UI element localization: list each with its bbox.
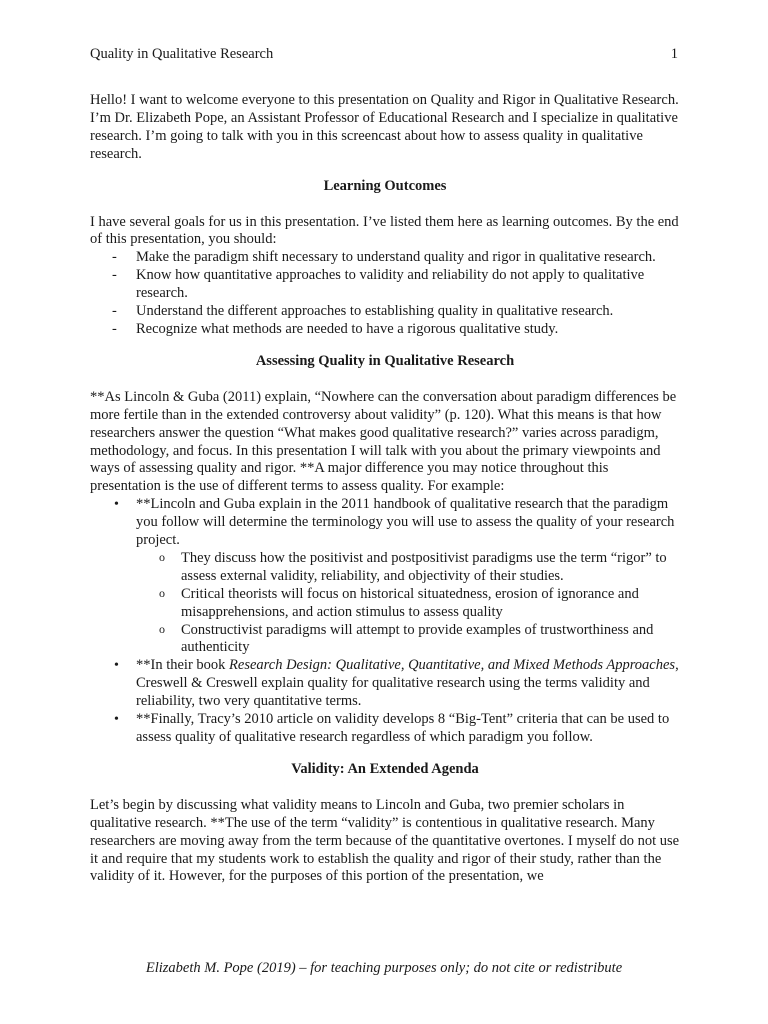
learning-outcomes-heading: Learning Outcomes: [323, 177, 447, 194]
list-item: [90, 657, 680, 711]
list-item: [90, 496, 680, 657]
list-item: - Understand the different approaches to establishing quality in qualitative research.: [90, 303, 680, 321]
list-item: - Know how quantitative approaches to validity and reliability do not apply to qualitative research.: [90, 267, 680, 303]
book-title: Research Design: Qualitative, Quantitative, and Mixed Methods Approaches: [229, 657, 676, 674]
page-header: [90, 46, 678, 66]
sub-list-item: o They discuss how the positivist and postpositivist paradigms use the term “rigor” to assess external validity, reliability, and objectivity of their studies.: [136, 550, 680, 586]
list-item: • **Finally, Tracy’s 2010 article on validity develops 8 “Big-Tent” criteria that can be used to assess quality of qualitative research regardless of which paradigm you follow.: [90, 711, 680, 747]
page-number: 1: [670, 46, 678, 62]
validity-heading: Validity: An Extended Agenda: [291, 760, 479, 777]
learning-outcomes-list: [90, 249, 680, 339]
list-item: - Make the paradigm shift necessary to understand quality and rigor in qualitative research.: [90, 249, 680, 267]
sub-list-item: o Critical theorists will focus on historical situatedness, erosion of ignorance and misapprehensions, and action stimulus to assess quality: [136, 586, 680, 622]
bullet-text-rest: , Creswell & Creswell explain quality for qualitative research using the terms validity and reliability, two very quantitative terms.: [136, 657, 679, 710]
running-title: Quality in Qualitative Research: [90, 46, 274, 62]
sub-list-item: o Constructivist paradigms will attempt to provide examples of trustworthiness and authenticity: [136, 622, 680, 658]
assessing-quality-heading: Assessing Quality in Qualitative Research: [255, 352, 515, 369]
validity-paragraph: Let’s begin by discussing what validity means to Lincoln and Guba, two premier scholars in qualitative research. **The use of the term “validity” is contentious in qualitative research. Many researchers are moving away from the term because of the quantitative overtones. I myself do not use it and require that my students work to establish the quality and rigor of their study, rather than the validity of it. However, for the purposes of this portion of the presentation, we: [90, 796, 680, 885]
assessing-paragraph: **As Lincoln & Guba (2011) explain, “Nowhere can the conversation about paradigm differences be more fertile than in the extended controversy about validity” (p. 120). What this means is that how researchers answer the question “What makes good qualitative research?” varies across paradigm, methodology, and focus. In this presentation I will talk with you about the primary viewpoints and ways of assessing quality and rigor. **A major difference you may notice throughout this presentation is the use of different terms to assess quality. For example:: [90, 388, 677, 495]
bullet-text-prefix: **In their book: [136, 657, 230, 674]
intro-paragraph: Hello! I want to welcome everyone to this presentation on Quality and Rigor in Qualitative Research. I’m Dr. Elizabeth Pope, an Assistant Professor of Educational Research and I specialize in qualitative research. I’m going to talk with you in this screencast about how to assess quality in qualitative research.: [90, 92, 679, 162]
assessing-bullet-list: [90, 496, 680, 747]
paradigm-sub-list: [136, 550, 680, 657]
bullet-text: **Lincoln and Guba explain in the 2011 handbook of qualitative research that the paradigm you follow will determine the terminology you will use to assess the quality of your research project.: [136, 496, 675, 549]
document-body: [90, 92, 680, 886]
page-footer: Elizabeth M. Pope (2019) – for teaching purposes only; do not cite or redistribute: [145, 960, 623, 976]
learning-outcomes-intro: I have several goals for us in this presentation. I’ve listed them here as learning outcomes. By the end of this presentation, you should:: [90, 213, 679, 248]
list-item: - Recognize what methods are needed to have a rigorous qualitative study.: [90, 321, 680, 339]
